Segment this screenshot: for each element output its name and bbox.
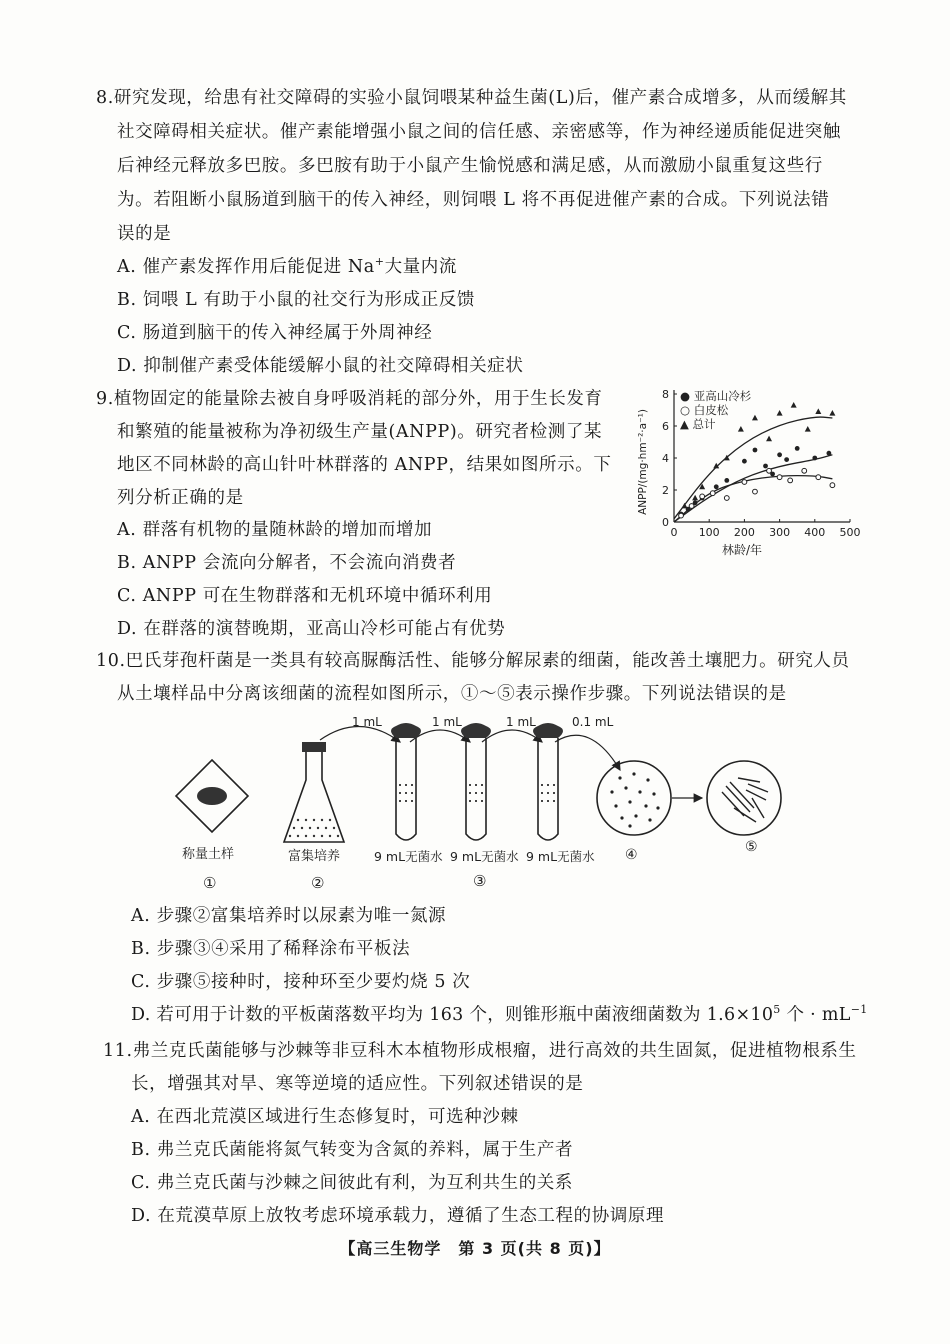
- transfer-label-2: 1 mL: [432, 715, 462, 729]
- point-pine: [724, 496, 729, 501]
- transfer-label-3: 1 mL: [506, 715, 536, 729]
- q10-option-d: [131, 1003, 868, 1027]
- soil-weighing-icon: [176, 760, 248, 832]
- trend-line-2: [674, 417, 832, 519]
- q8-option-c: C. 肠道到脑干的传入神经属于外周神经: [117, 323, 433, 343]
- point-total: [752, 415, 758, 421]
- q9-line-4: 列分析正确的是: [117, 488, 244, 508]
- y-tick-label: 4: [662, 452, 669, 465]
- q8-line-5: 误的是: [117, 224, 172, 244]
- point-pine: [777, 475, 782, 480]
- point-total: [738, 426, 744, 432]
- q8-line-4: 为。若阻断小鼠肠道到脑干的传入神经，则饲喂 L 将不再促进催产素的合成。下列说法错: [117, 190, 830, 210]
- q11-option-c: C. 弗兰克氏菌与沙棘之间彼此有利，为互利共生的关系: [131, 1173, 573, 1193]
- q10-option-d-text: D. 若可用于计数的平板菌落数平均为 163 个，则锥形瓶中菌液细菌数为 1.6×10: [131, 1005, 774, 1025]
- q8-line-2: 社交障碍相关症状。催产素能增强小鼠之间的信任感、亲密感等，作为神经递质能促进突触: [117, 122, 841, 142]
- q8-option-d: D. 抑制催产素受体能缓解小鼠的社交障碍相关症状: [117, 356, 524, 376]
- step-number-2: ②: [311, 874, 325, 892]
- point-total: [791, 402, 797, 408]
- y-tick-label: 0: [662, 516, 669, 529]
- point-fir: [742, 459, 747, 464]
- point-pine: [742, 480, 747, 485]
- point-pine: [753, 489, 758, 494]
- point-pine: [816, 475, 821, 480]
- q9-line-3: 地区不同林龄的高山针叶林群落的 ANPP，结果如图所示。下: [117, 455, 612, 475]
- q10-option-b: B. 步骤③④采用了稀释涂布平板法: [131, 939, 411, 959]
- x-tick-label: 0: [670, 526, 678, 539]
- trend-line-1: [674, 476, 832, 522]
- point-total: [777, 410, 783, 416]
- transfer-arrow-3: [482, 730, 542, 742]
- caption-tube-3: 9 mL无菌水: [526, 849, 595, 864]
- point-total: [829, 410, 835, 416]
- streak-plate-icon: [707, 761, 781, 835]
- q10-option-c: C. 步骤⑤接种时，接种环至少要灼烧 5 次: [131, 972, 471, 992]
- q11-option-d: D. 在荒漠草原上放牧考虑环境承载力，遵循了生态工程的协调原理: [131, 1206, 665, 1226]
- x-axis-label: 林龄/年: [721, 543, 763, 557]
- x-tick-label: 300: [769, 526, 791, 539]
- x-tick-label: 500: [839, 526, 861, 539]
- point-pine: [802, 468, 807, 473]
- point-fir: [763, 464, 768, 469]
- q9-line-1: 9.植物固定的能量除去被自身呼吸消耗的部分外，用于生长发育: [96, 389, 603, 409]
- point-pine: [788, 478, 793, 483]
- step-number-3: ③: [473, 872, 487, 890]
- y-tick-label: 6: [662, 420, 669, 433]
- legend-entry-0: ● 亚高山冷杉: [680, 389, 752, 403]
- y-tick-label: 8: [662, 388, 669, 401]
- point-fir: [826, 451, 831, 456]
- q9-option-d: D. 在群落的演替晚期，亚高山冷杉可能占有优势: [117, 619, 506, 639]
- caption-weigh: 称量土样: [182, 847, 235, 862]
- q9-line-2: 和繁殖的能量被称为净初级生产量(ANPP)。研究者检测了某: [117, 422, 603, 442]
- spread-plate-icon: [597, 761, 671, 835]
- chart-axes: [637, 388, 861, 557]
- point-total: [766, 436, 772, 442]
- q8-option-a-sup: +: [374, 255, 385, 269]
- q10-option-d-exp: 5: [773, 1003, 781, 1017]
- q8-option-b: B. 饲喂 L 有助于小鼠的社交行为形成正反馈: [117, 290, 476, 310]
- q8-line-3: 后神经元释放多巴胺。多巴胺有助于小鼠产生愉悦感和满足感，从而激励小鼠重复这些行: [117, 156, 823, 176]
- caption-tube-2: 9 mL无菌水: [450, 849, 519, 864]
- point-total: [692, 495, 698, 501]
- q10-option-d-unit-exp: −1: [850, 1003, 868, 1017]
- chart-legend: [680, 389, 752, 431]
- q11-line-2: 长，增强其对旱、寒等逆境的适应性。下列叙述错误的是: [131, 1074, 584, 1094]
- q9-option-a: A. 群落有机物的量随林龄的增加而增加: [117, 520, 433, 540]
- x-tick-label: 200: [733, 526, 755, 539]
- q8-option-a-end: 大量内流: [384, 257, 458, 277]
- q10-line-1: 10.巴氏芽孢杆菌是一类具有较高脲酶活性、能够分解尿素的细菌，能改善土壤肥力。研究人员: [96, 651, 850, 671]
- q10-line-2: 从土壤样品中分离该细菌的流程如图所示，①～⑤表示操作步骤。下列说法错误的是: [117, 684, 787, 704]
- x-tick-label: 100: [698, 526, 720, 539]
- q11-option-b: B. 弗兰克氏菌能将氮气转变为含氮的养料，属于生产者: [131, 1140, 574, 1160]
- point-pine: [830, 483, 835, 488]
- test-tube-1: [391, 723, 421, 840]
- step-number-1: ①: [203, 874, 217, 892]
- transfer-label-4: 0.1 mL: [572, 715, 614, 729]
- point-fir: [777, 452, 782, 457]
- q8-option-a: [117, 255, 457, 279]
- point-pine: [700, 494, 705, 499]
- q9-option-c: C. ANPP 可在生物群落和无机环境中循环利用: [117, 586, 493, 606]
- caption-enrich: 富集培养: [288, 849, 341, 864]
- point-pine: [767, 468, 772, 473]
- caption-step-5: ⑤: [745, 839, 758, 855]
- point-fir: [724, 478, 729, 483]
- point-pine: [679, 513, 684, 518]
- point-fir: [753, 448, 758, 453]
- transfer-label-1: 1 mL: [352, 715, 382, 729]
- test-tube-3: [533, 723, 563, 840]
- point-pine: [689, 504, 694, 509]
- point-total: [682, 503, 688, 509]
- conical-flask-icon: [284, 742, 344, 842]
- point-fir: [795, 446, 800, 451]
- anpp-chart: [630, 382, 870, 562]
- legend-entry-2: ▲ 总计: [680, 417, 716, 431]
- q10-option-a: A. 步骤②富集培养时以尿素为唯一氮源: [131, 906, 447, 926]
- point-fir: [784, 457, 789, 462]
- legend-entry-1: ○ 白皮松: [680, 403, 729, 417]
- point-fir: [812, 456, 817, 461]
- y-tick-label: 2: [662, 484, 669, 497]
- q11-line-1: 11.弗兰克氏菌能够与沙棘等非豆科木本植物形成根瘤，进行高效的共生固氮，促进植物根系生: [103, 1041, 857, 1061]
- point-total: [815, 408, 821, 414]
- x-tick-label: 400: [804, 526, 826, 539]
- q9-option-b: B. ANPP 会流向分解者，不会流向消费者: [117, 553, 457, 573]
- caption-step-4: ④: [625, 847, 638, 863]
- y-axis-label: ANPP/(mg·hm⁻²·a⁻¹): [637, 409, 649, 515]
- q8-line-1: 8.研究发现，给患有社交障碍的实验小鼠饲喂某种益生菌(L)后，催产素合成增多，从而缓解其: [96, 88, 847, 108]
- caption-tube-1: 9 mL无菌水: [374, 849, 443, 864]
- test-tube-2: [461, 723, 491, 840]
- page-footer: 【高三生物学 第 3 页(共 8 页)】: [339, 1239, 611, 1258]
- point-fir: [714, 484, 719, 489]
- q8-option-a-text: A. 催产素发挥作用后能促进 Na: [117, 257, 375, 277]
- q11-option-a: A. 在西北荒漠区域进行生态修复时，可选种沙棘: [131, 1107, 519, 1127]
- point-pine: [710, 491, 715, 496]
- transfer-arrow-4: [555, 735, 620, 770]
- point-total: [805, 426, 811, 432]
- isolation-diagram: [160, 712, 820, 897]
- q10-option-d-unit: 个 · mL: [780, 1005, 851, 1025]
